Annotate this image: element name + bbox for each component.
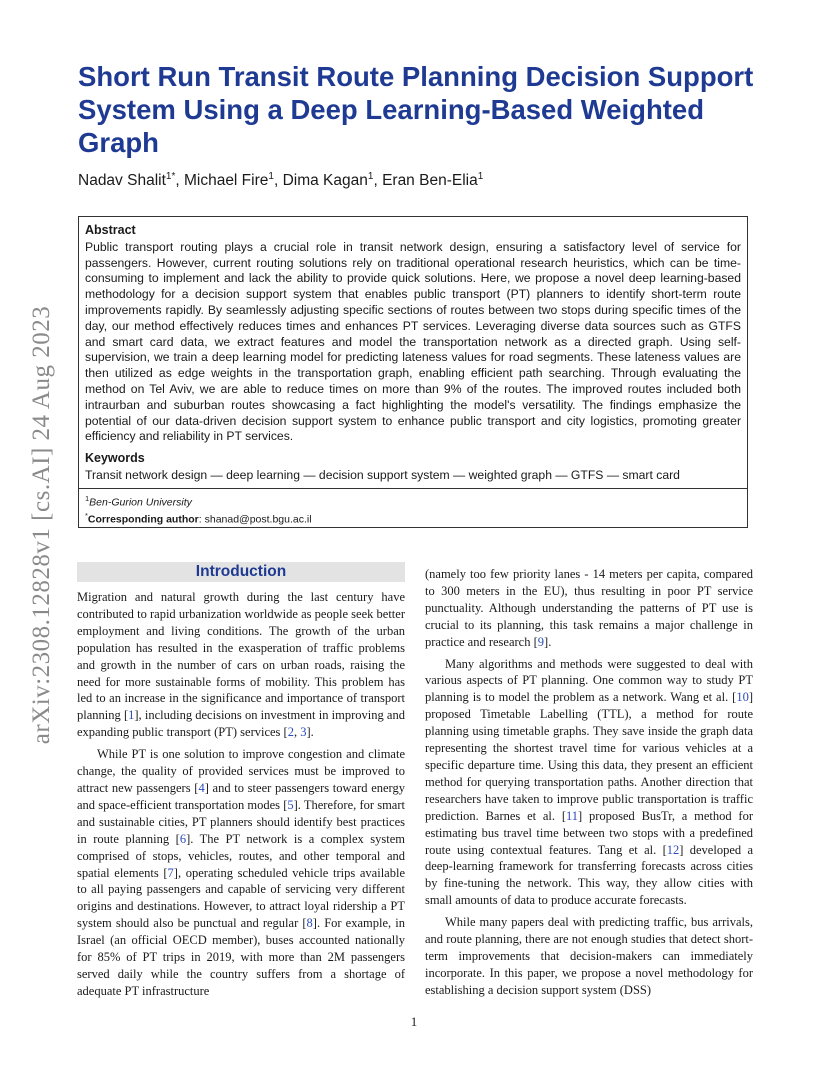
author-name: Michael Fire — [183, 172, 269, 190]
citation-link[interactable]: 12 — [666, 842, 680, 857]
author-list: Nadav Shalit$^{1*}$, Michael Fire$^1$, Dima Kagan$^1$, Eran Ben-Elia$^1$ — [78, 171, 484, 190]
author-affiliation-mark: 1 — [367, 171, 374, 182]
citation-link[interactable]: 10 — [736, 690, 749, 705]
citation-link[interactable]: 6 — [179, 831, 187, 846]
keywords-heading: Keywords — [85, 451, 145, 466]
abstract-heading: Abstract — [85, 223, 136, 237]
affiliation-note — [85, 492, 741, 510]
left-column — [77, 562, 405, 1000]
citation-link[interactable]: 11 — [565, 808, 579, 823]
body-paragraph: Many algorithms and methods were suggested to deal with various aspects of PT planning. One common way to study PT planning is to model the problem as a network. Wang et al. [10] proposed Timetable Labelling (TTL), a method for route planning using timetable graphs. They save inside the graph data representing the shortest travel time for various vehicles at a specific departure time. Using this data, they present an efficient method for querying transportation paths. Another direction that researchers have taken to improve public transportation is traffic prediction. Barnes et al. [11] proposed BusTr, a method for estimating bus travel time between two stops with a predefined route using contextual features. Tang et al. [12] developed a deep-learning framework for transferring forecasts across cities by fine-tuning the network. This way, they allow cities with small amounts of data to produce accurate forecasts. — [425, 656, 754, 908]
page-number: 1 — [410, 1014, 418, 1029]
author-name: Dima Kagan — [282, 172, 368, 190]
citation-link[interactable]: 9 — [537, 634, 545, 649]
corresponding-author-note — [85, 509, 741, 527]
body-paragraph: (namely too few priority lanes - 14 meters per capita, compared to 300 meters in the EU), thus resulting in poor PT service punctuality. Although understanding the patterns of PT use is crucial to its planning, this task remains a major challenge in practice and research [9]. — [425, 567, 753, 649]
body-paragraph: While PT is one solution to improve congestion and climate change, the quality of provided services must be improved to attract new passengers [4] and to steer passengers toward energy and space-efficient transportation modes [5]. Therefore, for smart and sustainable cities, PT planners should identify best practices in route planning [6]. The PT network is a complex system comprised of stops, vehicles, routes, and other temporal and spatial elements [7], operating scheduled vehicle trips available to all paying passengers and capable of servicing very different origins and destinations. However, to attract loyal ridership a PT system should also be punctual and regular [8]. For example, in Israel (an official OECD member), buses accounted nationally for 85% of PT trips in 2019, with more than 2M passengers served daily while the country suffers from a shortage of adequate PT infrastructure — [77, 747, 405, 998]
author-name: Nadav Shalit — [78, 172, 166, 190]
citation-link[interactable]: 5 — [287, 797, 294, 812]
author-affiliation-mark: 1* — [165, 171, 176, 182]
affiliation-mark: 1 — [85, 493, 90, 503]
arxiv-identifier-text: arXiv:2308.12828v1 [cs.AI] 24 Aug 2023 — [28, 305, 55, 745]
citation-link[interactable]: 4 — [198, 780, 205, 795]
author-affiliation-mark: 1 — [268, 171, 274, 182]
affiliation-name: Ben-Gurion University — [89, 496, 192, 509]
body-paragraph: While many papers deal with predicting traffic, bus arrivals, and route planning, there are not enough studies that detect short-term improvements that decision-makers can immediately incorporate. In this paper, we propose a novel methodology for establishing a decision support system (DSS) — [425, 915, 753, 997]
paper-title: Short Run Transit Route Planning Decision Support System Using a Deep Learning-Based Weighted Graph — [78, 61, 754, 158]
corresponding-email: : shanad@post.bgu.ac.il — [198, 513, 312, 526]
left-column-body — [77, 589, 405, 1000]
section-heading-introduction: Introduction — [77, 562, 405, 582]
corresponding-mark: * — [85, 511, 88, 521]
author-name: Eran Ben-Elia — [382, 172, 478, 190]
citation-link[interactable]: 8 — [306, 916, 313, 931]
corresponding-label: Corresponding author — [87, 513, 199, 526]
abstract-text: Public transport routing plays a crucial role in transit network design, ensuring a satisfactory level of service for passengers. However, current routing solutions rely on traditional operational research heuristics, which can be time-consuming to implement and lack the ability to provide quick solutions. Here, we propose a novel deep learning-based methodology for a decision support system that enables public transport (PT) planners to identify short-term route improvements rapidly. By seamlessly adjusting specific sections of routes between two stops during specific times of the day, our method effectively reduces times and enhances PT services. Leveraging diverse data sources such as GTFS and smart card data, we extract features and model the transportation network as a directed graph. Using self-supervision, we train a deep learning model for predicting lateness values for road segments. These lateness values are then utilized as edge weights in the transportation graph, enabling efficient path searching. Through evaluating the method on Tel Aviv, we are able to reduce times on more than 9% of the routes. The improved routes included both intraurban and suburban routes showcasing a fact highlighting the model's versatility. The findings emphasize the potential of our data-driven decision support system to enhance public transport and city logistics, promoting greater efficiency and reliability in PT services. — [85, 239, 741, 444]
citation-link[interactable]: 2 — [287, 725, 294, 740]
abstract-divider — [79, 488, 747, 489]
citation-link[interactable]: 1 — [128, 708, 135, 723]
author-affiliation-mark: 1 — [477, 171, 484, 182]
citation-link[interactable]: 3 — [300, 725, 307, 740]
right-column — [425, 566, 753, 999]
arxiv-identifier — [22, 290, 62, 760]
keywords-text: Transit network design — deep learning — decision support system — weighted graph — GTFS — smart card — [85, 467, 680, 482]
abstract-box — [78, 216, 748, 528]
body-paragraph: Migration and natural growth during the last century have contributed to rapid urbanization worldwide as people seek better employment and living conditions. The growth of the urban population has resulted in the exasperation of traffic problems and growth in the number of cars on urban roads, raising the need for more sustainable forms of mobility. This problem has led to an increase in the significance and importance of transport planning [1], including decisions on investment in improving and expanding public transport (PT) services [2, 3]. — [77, 590, 405, 740]
citation-link[interactable]: 7 — [167, 865, 174, 880]
right-column-body — [425, 566, 753, 999]
